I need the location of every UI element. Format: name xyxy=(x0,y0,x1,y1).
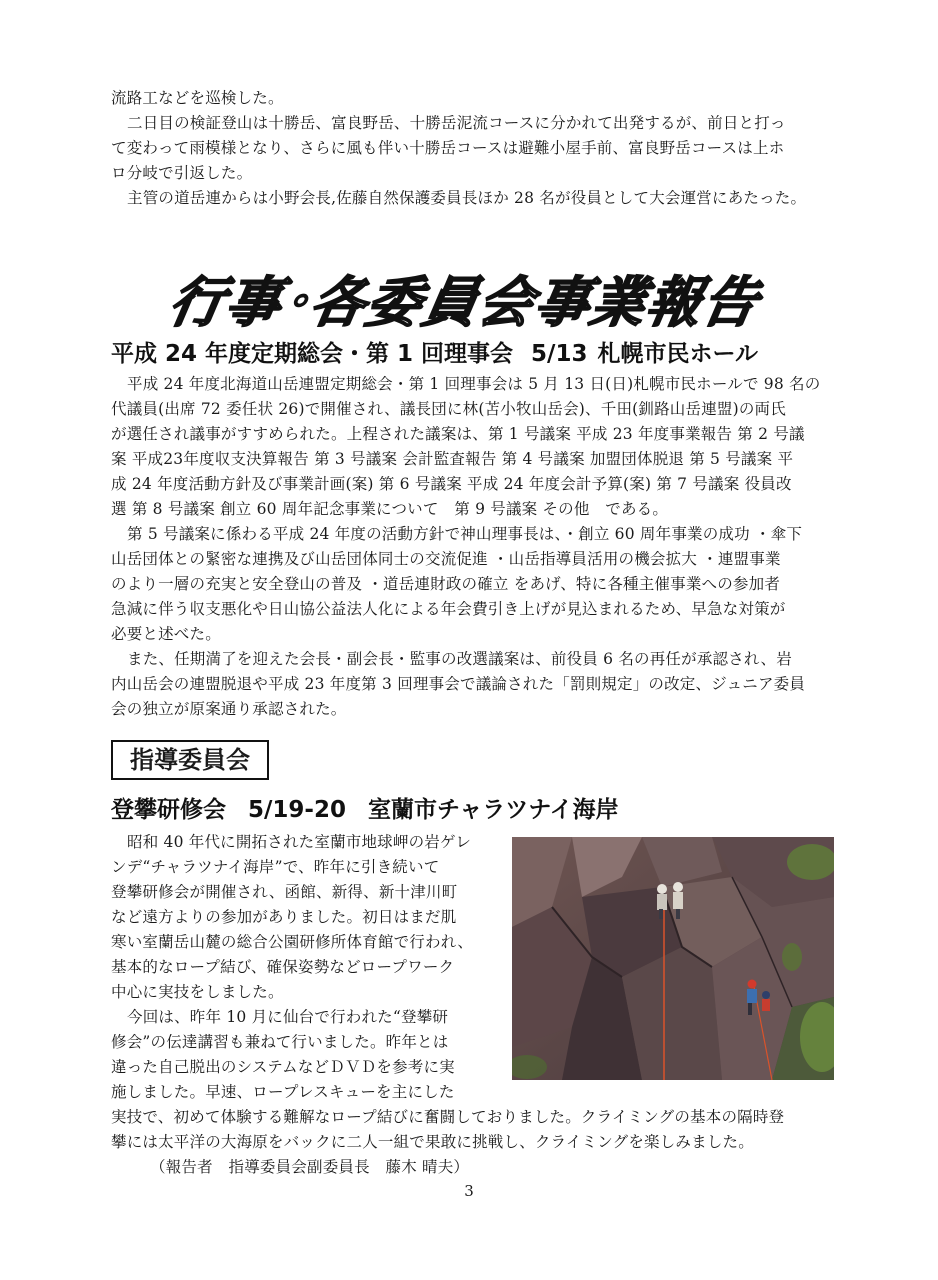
section-heading xyxy=(111,794,619,826)
section1-line: 成 24 年度活動方針及び事業計画(案) 第 6 号議案 平成 24 年度会計予算(案) 第 7 号議案 役員改 xyxy=(111,475,792,493)
intro-line: 二日目の検証登山は十勝岳、富良野岳、十勝岳泥流コースに分かれて出発するが、前日と打っ xyxy=(127,114,786,132)
section2-line: 今回は、昨年 10 月に仙台で行われた“登攀研 xyxy=(127,1008,449,1026)
section-title: 平成 24 年度定期総会・第 1 回理事会 xyxy=(111,341,514,367)
rock-climbing-photo xyxy=(512,837,834,1080)
section2-line: 登攀研修会が開催され、函館、新得、新十津川町 xyxy=(111,883,458,901)
section-date: 5/19-20 xyxy=(248,797,346,823)
intro-line: て変わって雨模様となり、さらに風も伴い十勝岳コースは避難小屋手前、富良野岳コースは上ホ xyxy=(111,139,785,157)
section1-line: のより一層の充実と安全登山の普及 ・道岳連財政の確立 をあげ、特に各種主催事業への参加者 xyxy=(111,575,781,593)
section2-line: 基本的なロープ結び、確保姿勢などロープワーク xyxy=(111,958,455,976)
reporter-credit: （報告者 指導委員会副委員長 藤木 晴夫） xyxy=(150,1158,470,1176)
section1-line: 急減に伴う収支悪化や日山協公益法人化による年会費引き上げが見込まれるため、早急な対策が xyxy=(111,600,786,618)
section-date: 5/13 xyxy=(531,341,588,367)
section1-line: 代議員(出席 72 委任状 26)で開催され、議長団に林(苫小牧山岳会)、千田(釧路山岳連盟)の両氏 xyxy=(111,400,786,418)
section1-line: 案 平成23年度収支決算報告 第 3 号議案 会計監査報告 第 4 号議案 加盟団体脱退 第 5 号議案 平 xyxy=(111,450,794,468)
page-number: 3 xyxy=(464,1182,474,1200)
section-place: 室蘭市チャラツナイ海岸 xyxy=(367,797,619,823)
section1-line: 平成 24 年度北海道山岳連盟定期総会・第 1 回理事会は 5 月 13 日(日)札幌市民ホールで 98 名の xyxy=(127,375,821,393)
section2-line: 違った自己脱出のシステムなどＤＶＤを参考に実 xyxy=(111,1058,455,1076)
section2-line: 攀には太平洋の大海原をバックに二人一組で果敢に挑戦し、クライミングを楽しみました。 xyxy=(111,1133,754,1151)
section2-line: 施しました。早速、ロープレスキューを主にした xyxy=(111,1083,455,1101)
section2-line: など遠方よりの参加がありました。初日はまだ肌 xyxy=(111,908,457,926)
section1-line: 第 5 号議案に係わる平成 24 年度の活動方針で神山理事長は、・創立 60 周年事業の成功 ・傘下 xyxy=(127,525,803,543)
main-title: 行事･各委員会事業報告 xyxy=(164,271,765,334)
section-title: 登攀研修会 xyxy=(111,797,226,823)
section2-line: 昭和 40 年代に開拓された室蘭市地球岬の岩ゲレ xyxy=(127,833,472,851)
section1-line: 山岳団体との緊密な連携及び山岳団体同士の交流促進 ・山岳指導員活用の機会拡大 ・連盟事業 xyxy=(111,550,781,568)
section2-line: 実技で、初めて体験する難解なロープ結びに奮闘しておりました。クライミングの基本の隔時登 xyxy=(111,1108,785,1126)
committee-label: 指導委員会 xyxy=(111,740,269,780)
section1-line: が選任され議事がすすめられた。上程された議案は、第 1 号議案 平成 23 年度事業報告 第 2 号議 xyxy=(111,425,805,443)
section2-line: 寒い室蘭岳山麓の総合公園研修所体育館で行われ、 xyxy=(111,933,474,951)
section-place: 札幌市民ホール xyxy=(597,341,759,367)
section1-line: 内山岳会の連盟脱退や平成 23 年度第 3 回理事会で議論された「罰則規定」の改定、ジュニア委員 xyxy=(111,675,806,693)
section2-line: 修会”の伝達講習も兼ねて行いました。昨年とは xyxy=(111,1033,449,1051)
section1-line: 必要と述べた。 xyxy=(111,625,221,643)
section2-line: 中心に実技をしました。 xyxy=(111,983,284,1001)
section1-line: 選 第 8 号議案 創立 60 周年記念事業について 第 9 号議案 その他 である。 xyxy=(111,500,669,518)
intro-line: ロ分岐で引返した。 xyxy=(111,164,253,182)
section1-line: また、任期満了を迎えた会長・副会長・監事の改選議案は、前役員 6 名の再任が承認され、岩 xyxy=(127,650,792,668)
section2-line: ンデ“チャラツナイ海岸”で、昨年に引き続いて xyxy=(111,858,440,876)
section1-line: 会の独立が原案通り承認された。 xyxy=(111,700,347,718)
intro-line: 主管の道岳連からは小野会長,佐藤自然保護委員長ほか 28 名が役員として大会運営にあたった。 xyxy=(127,189,807,207)
intro-line: 流路工などを巡検した。 xyxy=(111,89,284,107)
section-heading xyxy=(111,338,758,370)
